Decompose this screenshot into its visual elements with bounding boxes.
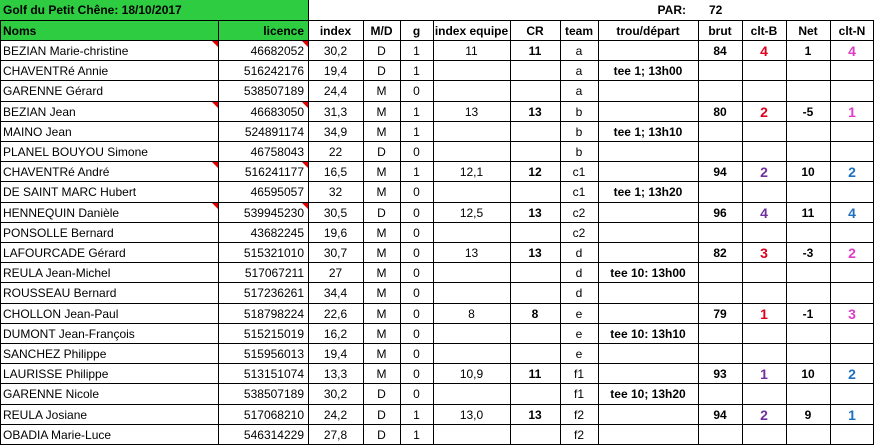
cell-cltb[interactable]	[742, 344, 786, 364]
cell-cltb[interactable]	[742, 324, 786, 344]
cell-cltb[interactable]	[742, 142, 786, 162]
cell-index[interactable]: 22,6	[323, 307, 348, 321]
cell-team[interactable]: b	[575, 105, 583, 119]
cell-net[interactable]	[786, 81, 830, 101]
cell-licence[interactable]: 46683050	[250, 105, 304, 119]
grid-line	[510, 20, 511, 445]
cell-trou[interactable]	[598, 162, 698, 182]
cell-cltn[interactable]	[830, 122, 874, 142]
cell-idx_eq[interactable]	[433, 344, 510, 364]
cell-trou[interactable]	[598, 142, 698, 162]
grid-line	[0, 20, 1, 445]
cell-cltn[interactable]	[830, 324, 874, 344]
cell-md[interactable]: M	[376, 347, 387, 361]
cell-cr[interactable]: 11	[528, 44, 542, 58]
cell-licence[interactable]: 538507189	[243, 387, 304, 401]
cell-trou[interactable]	[598, 364, 698, 384]
cell-idx_eq[interactable]: 10,9	[459, 367, 484, 381]
cell-idx_eq[interactable]: 8	[468, 307, 475, 321]
cell-cltn[interactable]	[830, 81, 874, 101]
column-header-cltn[interactable]: clt-N	[838, 24, 866, 38]
cell-cltb[interactable]	[742, 122, 786, 142]
cell-nom[interactable]: BEZIAN Marie-christine	[3, 44, 129, 58]
cell-cltn[interactable]: 1	[848, 407, 856, 423]
cell-cltn[interactable]	[830, 223, 874, 243]
cell-g[interactable]: 0	[413, 307, 420, 321]
cell-cltb[interactable]: 4	[760, 43, 768, 59]
cell-cr[interactable]: 13	[528, 246, 542, 260]
cell-index[interactable]: 16,5	[323, 165, 348, 179]
grid-line	[742, 20, 743, 445]
cell-idx_eq[interactable]	[433, 142, 510, 162]
cell-brut[interactable]	[698, 61, 742, 81]
cell-team[interactable]: e	[575, 327, 583, 341]
cell-trou[interactable]	[598, 41, 698, 61]
cell-nom[interactable]: MAINO Jean	[3, 125, 72, 139]
cell-team[interactable]: e	[575, 347, 583, 361]
cell-md[interactable]: M	[376, 286, 387, 300]
column-header-index[interactable]: index	[319, 24, 352, 38]
cell-nom[interactable]: DUMONT Jean-François	[3, 327, 135, 341]
cell-cltn[interactable]	[830, 182, 874, 202]
cell-md[interactable]: D	[377, 64, 386, 78]
cell-nom[interactable]: SANCHEZ Philippe	[3, 347, 107, 361]
cell-net[interactable]: -3	[802, 246, 814, 260]
cell-cltn[interactable]	[830, 344, 874, 364]
cell-index[interactable]: 34,4	[323, 286, 348, 300]
cell-md[interactable]: M	[376, 367, 387, 381]
grid-line	[308, 20, 309, 445]
cell-md[interactable]: D	[377, 387, 386, 401]
cell-cltb[interactable]	[742, 223, 786, 243]
cell-team[interactable]: f2	[573, 428, 584, 442]
cell-trou[interactable]: tee 1; 13h00	[613, 64, 683, 78]
cell-net[interactable]	[786, 61, 830, 81]
cell-licence[interactable]: 516241177	[244, 165, 304, 179]
grid-line	[308, 0, 309, 20]
cell-g[interactable]: 0	[413, 327, 420, 341]
cell-g[interactable]: 0	[413, 145, 420, 159]
cell-cr[interactable]: 8	[531, 307, 539, 321]
cell-licence[interactable]: 46682052	[250, 44, 304, 58]
cell-cltn[interactable]: 3	[848, 306, 856, 322]
cell-brut[interactable]: 94	[713, 165, 727, 179]
cell-g[interactable]: 0	[413, 84, 420, 98]
cell-idx_eq[interactable]: 11	[465, 44, 478, 58]
grid-line	[400, 20, 401, 445]
cell-idx_eq[interactable]	[433, 61, 510, 81]
cell-index[interactable]: 32	[328, 185, 343, 199]
cell-g[interactable]: 1	[413, 105, 420, 119]
cell-cltb[interactable]: 4	[760, 205, 768, 221]
cell-g[interactable]: 0	[413, 185, 420, 199]
cell-cltn[interactable]: 1	[848, 104, 856, 120]
cell-brut[interactable]: 94	[713, 408, 727, 422]
cell-cltb[interactable]	[742, 283, 786, 303]
cell-team[interactable]: d	[575, 246, 583, 260]
cell-index[interactable]: 30,2	[323, 387, 348, 401]
cell-team[interactable]: c2	[572, 206, 586, 220]
cell-licence[interactable]: 517067211	[244, 266, 304, 280]
cell-md[interactable]: M	[376, 84, 387, 98]
cell-brut[interactable]	[698, 182, 742, 202]
cell-cltn[interactable]: 2	[848, 366, 856, 382]
cell-g[interactable]: 0	[413, 347, 420, 361]
cell-brut[interactable]	[698, 344, 742, 364]
cell-cltn[interactable]: 4	[848, 205, 856, 221]
par-value: 72	[709, 3, 723, 17]
cell-nom[interactable]: OBADIA Marie-Luce	[3, 428, 112, 442]
cell-cr[interactable]	[510, 384, 560, 404]
cell-cltb[interactable]	[742, 425, 786, 445]
cell-cr[interactable]	[510, 81, 560, 101]
cell-g[interactable]: 0	[413, 226, 420, 240]
cell-md[interactable]: D	[377, 44, 386, 58]
cell-cr[interactable]: 12	[528, 165, 542, 179]
cell-licence[interactable]: 46758043	[250, 145, 304, 159]
cell-net[interactable]	[786, 384, 830, 404]
cell-cltb[interactable]: 2	[760, 407, 768, 423]
cell-cr[interactable]	[510, 142, 560, 162]
cell-trou[interactable]: tee 1; 13h20	[613, 185, 683, 199]
cell-trou[interactable]	[598, 102, 698, 122]
cell-net[interactable]	[786, 142, 830, 162]
cell-brut[interactable]	[698, 142, 742, 162]
cell-cltn[interactable]	[830, 263, 874, 283]
cell-cr[interactable]	[510, 61, 560, 81]
cell-licence[interactable]: 524891174	[244, 125, 304, 139]
cell-cltb[interactable]: 3	[760, 245, 768, 261]
cell-idx_eq[interactable]	[433, 182, 510, 202]
cell-nom[interactable]: DE SAINT MARC Hubert	[3, 185, 137, 199]
column-header-brut[interactable]: brut	[708, 24, 732, 38]
cell-net[interactable]: -1	[802, 307, 814, 321]
cell-md[interactable]: M	[376, 165, 387, 179]
cell-cltb[interactable]	[742, 182, 786, 202]
cell-net[interactable]: 1	[804, 44, 812, 58]
cell-md[interactable]: M	[376, 246, 387, 260]
cell-net[interactable]: 10	[801, 165, 815, 179]
cell-g[interactable]: 0	[413, 266, 420, 280]
cell-net[interactable]	[786, 122, 830, 142]
grid-line	[363, 20, 364, 445]
cell-index[interactable]: 19,4	[323, 347, 348, 361]
cell-idx_eq[interactable]: 13	[464, 246, 479, 260]
grid-line	[698, 20, 699, 445]
cell-licence[interactable]: 517068210	[243, 408, 304, 422]
cell-trou[interactable]: tee 10; 13h20	[610, 387, 686, 401]
cell-team[interactable]: f1	[573, 367, 584, 381]
cell-md[interactable]: M	[376, 307, 387, 321]
cell-index[interactable]: 30,2	[323, 44, 348, 58]
cell-cltb[interactable]	[742, 263, 786, 283]
cell-licence[interactable]: 538507189	[243, 84, 304, 98]
cell-md[interactable]: M	[376, 185, 387, 199]
cell-team[interactable]: d	[575, 266, 583, 280]
cell-idx_eq[interactable]	[433, 384, 510, 404]
cell-licence[interactable]: 515956013	[243, 347, 304, 361]
cell-nom[interactable]: CHOLLON Jean-Paul	[3, 307, 119, 321]
grid-line	[830, 20, 831, 445]
grid-line	[218, 20, 219, 445]
cell-cr[interactable]	[510, 122, 560, 142]
cell-brut[interactable]	[698, 122, 742, 142]
cell-trou[interactable]	[598, 344, 698, 364]
cell-net[interactable]	[786, 223, 830, 243]
grid-line	[598, 20, 599, 445]
cell-net[interactable]	[786, 425, 830, 445]
cell-cltb[interactable]: 1	[760, 306, 768, 322]
cell-md[interactable]: D	[377, 408, 386, 422]
cell-team[interactable]: f1	[573, 387, 584, 401]
cell-md[interactable]: M	[376, 226, 387, 240]
cell-g[interactable]: 1	[413, 44, 420, 58]
cell-idx_eq[interactable]	[433, 122, 510, 142]
cell-net[interactable]	[786, 324, 830, 344]
cell-idx_eq[interactable]	[433, 425, 510, 445]
cell-nom[interactable]: HENNEQUIN Danièle	[3, 206, 120, 220]
cell-g[interactable]: 1	[413, 408, 420, 422]
cell-licence[interactable]: 515321010	[243, 246, 304, 260]
cell-idx_eq[interactable]	[433, 81, 510, 101]
cell-cltn[interactable]: 4	[848, 43, 856, 59]
cell-cr[interactable]: 13	[528, 105, 542, 119]
cell-nom[interactable]: LAFOURCADE Gérard	[3, 246, 126, 260]
cell-team[interactable]: c1	[572, 165, 586, 179]
cell-idx_eq[interactable]	[433, 263, 510, 283]
cell-trou[interactable]	[598, 405, 698, 425]
cell-idx_eq[interactable]: 13,0	[459, 408, 484, 422]
column-header-licence[interactable]: licence	[218, 21, 308, 41]
cell-licence[interactable]: 539945230	[243, 206, 304, 220]
cell-g[interactable]: 1	[413, 165, 420, 179]
cell-net[interactable]: 11	[801, 206, 815, 220]
cell-cltb[interactable]: 2	[760, 104, 768, 120]
cell-trou[interactable]	[598, 81, 698, 101]
cell-trou[interactable]	[598, 304, 698, 324]
cell-cltb[interactable]: 1	[760, 366, 768, 382]
cell-trou[interactable]: tee 10: 13h10	[610, 327, 686, 341]
cell-md[interactable]: D	[377, 145, 386, 159]
cell-md[interactable]: D	[377, 428, 386, 442]
cell-team[interactable]: a	[575, 64, 583, 78]
cell-g[interactable]: 1	[413, 125, 420, 139]
cell-trou[interactable]	[598, 203, 698, 223]
cell-net[interactable]	[786, 283, 830, 303]
cell-cltn[interactable]	[830, 283, 874, 303]
cell-cr[interactable]: 13	[528, 206, 542, 220]
cell-cltn[interactable]	[830, 61, 874, 81]
cell-trou[interactable]	[598, 243, 698, 263]
cell-cltn[interactable]: 2	[848, 245, 856, 261]
cell-idx_eq[interactable]	[433, 324, 510, 344]
cell-nom[interactable]: CHAVENTRé Annie	[3, 64, 109, 78]
cell-idx_eq[interactable]	[433, 283, 510, 303]
column-header-team[interactable]: team	[564, 24, 593, 38]
cell-cr[interactable]: 13	[528, 408, 542, 422]
cell-index[interactable]: 13,3	[323, 367, 348, 381]
cell-team[interactable]: f2	[573, 408, 584, 422]
cell-team[interactable]: d	[575, 286, 583, 300]
cell-nom[interactable]: ROUSSEAU Bernard	[3, 286, 117, 300]
cell-idx_eq[interactable]: 12,5	[459, 206, 484, 220]
column-header-md[interactable]: M/D	[370, 24, 393, 38]
cell-cltb[interactable]	[742, 81, 786, 101]
cell-index[interactable]: 22	[328, 145, 343, 159]
cell-cr[interactable]	[510, 182, 560, 202]
cell-nom[interactable]: PONSOLLE Bernard	[3, 226, 114, 240]
cell-nom[interactable]: CHAVENTRé André	[3, 165, 110, 179]
cell-brut[interactable]	[698, 223, 742, 243]
cell-g[interactable]: 0	[413, 246, 420, 260]
cell-trou[interactable]: tee 1; 13h10	[613, 125, 683, 139]
cell-index[interactable]: 31,3	[323, 105, 348, 119]
cell-idx_eq[interactable]: 13	[464, 105, 479, 119]
cell-team[interactable]: e	[575, 307, 583, 321]
cell-cltn[interactable]	[830, 384, 874, 404]
cell-cltn[interactable]	[830, 142, 874, 162]
cell-licence[interactable]: 43682245	[250, 226, 304, 240]
cell-cr[interactable]	[510, 263, 560, 283]
cell-index[interactable]: 16,2	[323, 327, 348, 341]
cell-brut[interactable]	[698, 425, 742, 445]
cell-cr[interactable]	[510, 223, 560, 243]
cell-brut[interactable]: 82	[713, 246, 727, 260]
column-header-nom[interactable]: Noms	[0, 21, 218, 41]
column-header-net[interactable]: Net	[798, 24, 818, 38]
cell-cr[interactable]: 11	[528, 367, 542, 381]
cell-team[interactable]: c1	[572, 185, 586, 199]
cell-cr[interactable]	[510, 425, 560, 445]
cell-net[interactable]	[786, 182, 830, 202]
cell-team[interactable]: a	[575, 44, 583, 58]
cell-nom[interactable]: REULA Josiane	[3, 408, 88, 422]
cell-net[interactable]: 9	[804, 408, 812, 422]
cell-index[interactable]: 30,5	[323, 206, 348, 220]
cell-idx_eq[interactable]: 12,1	[459, 165, 484, 179]
cell-g[interactable]: 0	[413, 387, 420, 401]
cell-index[interactable]: 24,2	[323, 408, 348, 422]
cell-index[interactable]: 34,9	[323, 125, 348, 139]
cell-licence[interactable]: 518798224	[243, 307, 304, 321]
cell-cltb[interactable]: 2	[760, 164, 768, 180]
cell-net[interactable]: -5	[802, 105, 814, 119]
cell-net[interactable]	[786, 344, 830, 364]
cell-licence[interactable]: 517236261	[243, 286, 304, 300]
cell-index[interactable]: 30,7	[323, 246, 348, 260]
grid-line	[560, 20, 561, 445]
cell-g[interactable]: 0	[413, 367, 420, 381]
cell-index[interactable]: 19,4	[323, 64, 348, 78]
cell-nom[interactable]: GARENNE Gérard	[3, 84, 104, 98]
cell-brut[interactable]: 80	[713, 105, 727, 119]
cell-licence[interactable]: 546314229	[243, 428, 304, 442]
cell-index[interactable]: 27	[328, 266, 343, 280]
cell-nom[interactable]: PLANEL BOUYOU Simone	[3, 145, 148, 159]
cell-licence[interactable]: 516242176	[243, 64, 304, 78]
cell-brut[interactable]: 93	[713, 367, 727, 381]
column-header-idx_eq[interactable]: index equipe	[434, 24, 509, 38]
cell-cr[interactable]	[510, 344, 560, 364]
cell-cltn[interactable]: 2	[848, 164, 856, 180]
cell-team[interactable]: c2	[572, 226, 586, 240]
cell-team[interactable]: b	[575, 145, 583, 159]
cell-cr[interactable]	[510, 324, 560, 344]
cell-cr[interactable]	[510, 283, 560, 303]
cell-team[interactable]: a	[575, 84, 583, 98]
cell-index[interactable]: 19,6	[323, 226, 348, 240]
cell-brut[interactable]	[698, 384, 742, 404]
cell-brut[interactable]: 84	[713, 44, 727, 58]
cell-cltb[interactable]	[742, 61, 786, 81]
cell-idx_eq[interactable]	[433, 223, 510, 243]
cell-index[interactable]: 24,4	[323, 84, 348, 98]
grid-line	[786, 20, 787, 445]
cell-licence[interactable]: 513151074	[243, 367, 304, 381]
cell-index[interactable]: 27,8	[323, 428, 348, 442]
column-header-cr[interactable]: CR	[526, 24, 544, 38]
cell-g[interactable]: 0	[413, 206, 420, 220]
cell-md[interactable]: M	[376, 105, 387, 119]
column-header-g[interactable]: g	[412, 24, 421, 38]
cell-licence[interactable]: 46595057	[250, 185, 304, 199]
par-label: PAR:	[657, 3, 686, 17]
cell-g[interactable]: 0	[413, 286, 420, 300]
cell-brut[interactable]: 79	[713, 307, 727, 321]
cell-brut[interactable]: 96	[713, 206, 727, 220]
cell-md[interactable]: M	[376, 125, 387, 139]
cell-trou[interactable]: tee 10: 13h00	[610, 266, 686, 280]
cell-licence[interactable]: 515215019	[243, 327, 304, 341]
cell-trou[interactable]	[598, 425, 698, 445]
column-header-trou[interactable]: trou/départ	[616, 24, 680, 38]
cell-md[interactable]: M	[376, 266, 387, 280]
cell-nom[interactable]: REULA Jean-Michel	[3, 266, 111, 280]
sheet-title: Golf du Petit Chêne: 18/10/2017	[0, 0, 308, 20]
cell-net[interactable]: 10	[801, 367, 815, 381]
cell-g[interactable]: 1	[413, 428, 420, 442]
cell-brut[interactable]	[698, 81, 742, 101]
cell-brut[interactable]	[698, 324, 742, 344]
column-header-cltb[interactable]: clt-B	[750, 24, 778, 38]
cell-trou[interactable]	[598, 223, 698, 243]
cell-nom[interactable]: GARENNE Nicole	[3, 387, 100, 401]
cell-cltb[interactable]	[742, 384, 786, 404]
cell-cltn[interactable]	[830, 425, 874, 445]
cell-team[interactable]: b	[575, 125, 583, 139]
cell-brut[interactable]	[698, 283, 742, 303]
cell-nom[interactable]: LAURISSE Philippe	[3, 367, 109, 381]
cell-nom[interactable]: BEZIAN Jean	[3, 105, 76, 119]
grid-line	[433, 20, 434, 445]
cell-md[interactable]: M	[376, 327, 387, 341]
cell-net[interactable]	[786, 263, 830, 283]
cell-trou[interactable]	[598, 283, 698, 303]
cell-brut[interactable]	[698, 263, 742, 283]
cell-g[interactable]: 1	[413, 64, 420, 78]
cell-md[interactable]: D	[377, 206, 386, 220]
